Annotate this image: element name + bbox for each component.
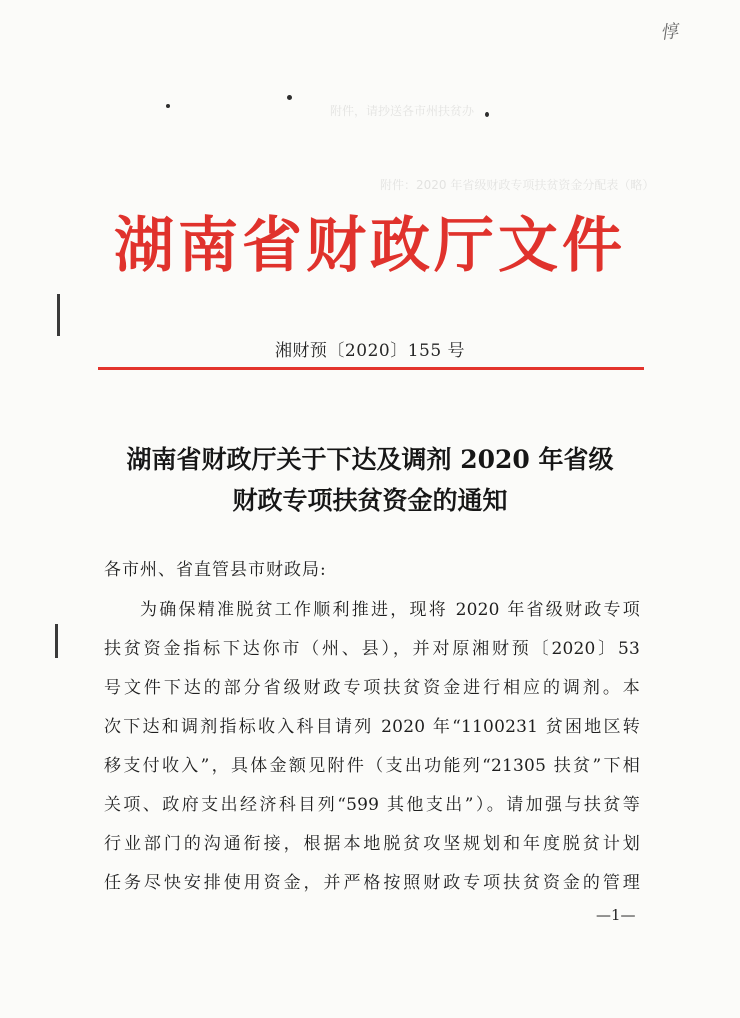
scan-speck (485, 112, 489, 117)
scan-speck (287, 95, 292, 100)
body-text-line: 扶贫资金指标下达你市（州、县），并对原湘财预〔2020〕53 (104, 639, 640, 659)
handwritten-annotation: 惇 (659, 21, 680, 44)
page-number: —1— (596, 906, 636, 924)
body-text-line: 行业部门的沟通衔接，根据本地脱贫攻坚规划和年度脱贫计划 (104, 834, 640, 854)
header-divider-line (98, 367, 644, 370)
document-number: 湘财预〔2020〕155 号 (274, 341, 466, 361)
scan-speck (166, 104, 170, 108)
body-text-line: 为确保精准脱贫工作顺利推进，现将 2020 年省级财政专项 (140, 600, 640, 620)
binding-hole-mark-top (57, 294, 60, 336)
salutation: 各市州、省直管县市财政局: (104, 560, 327, 580)
document-title-line-1: 湖南省财政厅关于下达及调剂 2020 年省级 (126, 445, 614, 474)
document-title-line-2: 财政专项扶贫资金的通知 (232, 486, 508, 515)
body-text-line: 次下达和调剂指标收入科目请列 2020 年“1100231 贫困地区转 (104, 717, 640, 737)
bleed-through-text: 附件，请抄送各市州扶贫办 (330, 104, 475, 118)
body-text-line: 任务尽快安排使用资金，并严格按照财政专项扶贫资金的管理 (104, 873, 640, 893)
body-text-line: 移支付收入”，具体金额见附件（支出功能列“21305 扶贫”下相 (104, 756, 640, 776)
binding-hole-mark-bottom (55, 624, 58, 658)
bleed-through-text: 附件：2020 年省级财政专项扶贫资金分配表（略） (380, 178, 655, 192)
body-text-line: 号文件下达的部分省级财政专项扶贫资金进行相应的调剂。本 (104, 678, 640, 698)
body-text-line: 关项、政府支出经济科目列“599 其他支出”）。请加强与扶贫等 (104, 795, 640, 815)
document-header-title: 湖南省财政厅文件 (114, 211, 626, 281)
